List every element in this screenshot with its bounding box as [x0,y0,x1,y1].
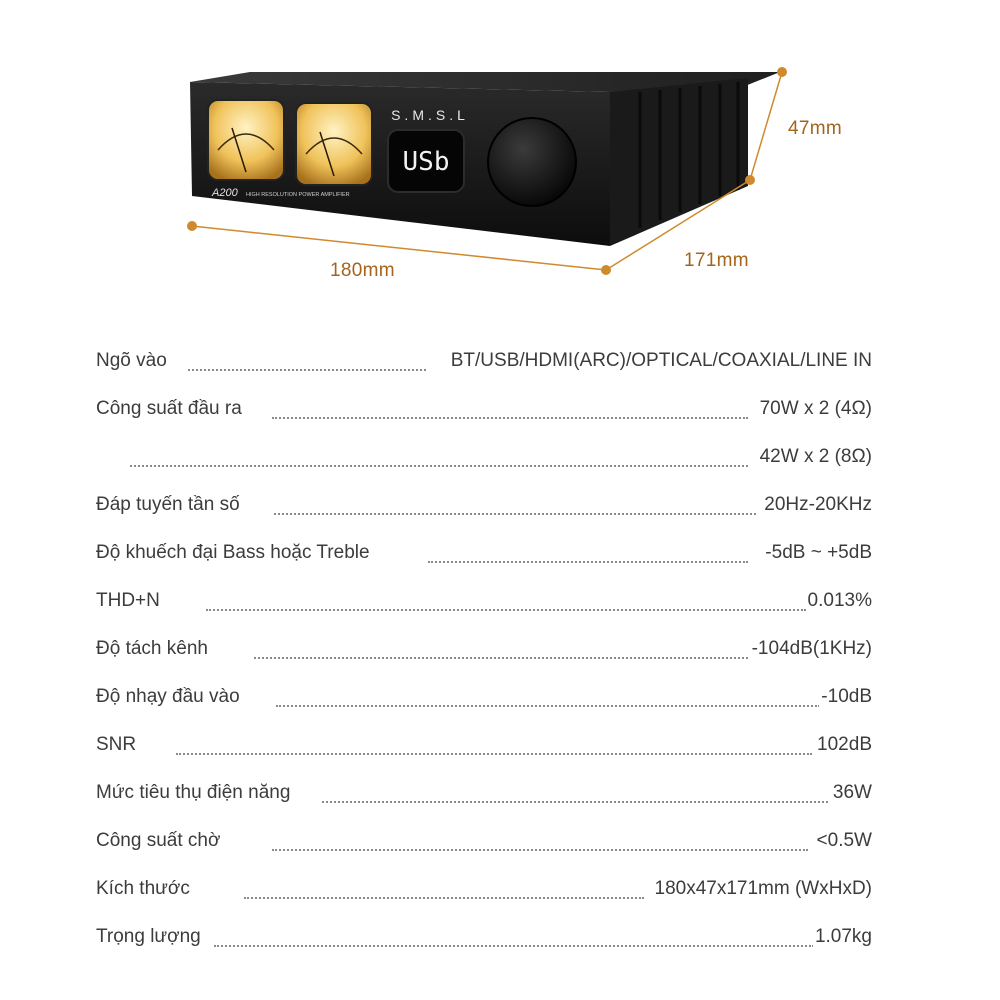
spec-label: Độ nhạy đầu vào [96,686,240,707]
spec-row [96,868,872,916]
spec-row [96,436,872,484]
dot-leader [244,897,644,899]
spec-label: Mức tiêu thụ điện năng [96,782,291,803]
vu-meter-left [208,100,284,180]
spec-value: 36W [832,782,872,803]
volume-knob [488,118,576,206]
spec-label: Kích thước [96,878,190,899]
spec-row [96,676,872,724]
model-label: A200 [212,187,238,199]
dot-leader [214,945,814,947]
dot-leader [206,609,806,611]
spec-label: SNR [96,734,137,755]
spec-value: <0.5W [816,830,872,851]
dot-leader [276,705,820,707]
spec-row [96,628,872,676]
dim-dot [187,221,197,231]
display-text: USb [402,147,450,177]
spec-value: 20Hz-20KHz [764,494,872,515]
dot-leader [254,657,748,659]
spec-value: 70W x 2 (4Ω) [759,398,872,419]
dot-leader [274,513,756,515]
spec-value: 1.07kg [814,926,872,947]
dim-dot [601,265,611,275]
spec-row [96,772,872,820]
spec-label: Công suất đầu ra [96,398,242,419]
dimension-depth-label: 171mm [684,250,749,271]
product-illustration [0,0,1000,300]
dot-leader [130,465,748,467]
spec-row [96,916,872,964]
dot-leader [272,849,808,851]
amplifier-image [0,0,1000,300]
spec-row [96,580,872,628]
dot-leader [322,801,828,803]
brand-logo: S.M.S.L [391,107,469,123]
spec-value: 0.013% [807,590,872,611]
spec-table [96,340,872,964]
spec-value: -104dB(1KHz) [751,638,872,659]
spec-row [96,820,872,868]
vu-meter-right [296,103,372,185]
spec-row [96,388,872,436]
spec-value: BT/USB/HDMI(ARC)/OPTICAL/COAXIAL/LINE IN [450,350,872,371]
dot-leader [188,369,426,371]
dim-dot [777,67,787,77]
dimension-width-label: 180mm [330,260,395,281]
spec-value: 102dB [817,734,872,755]
spec-row [96,484,872,532]
model-subtitle: HIGH RESOLUTION POWER AMPLIFIER [246,192,350,198]
spec-row [96,724,872,772]
spec-row [96,340,872,388]
spec-label: Độ tách kênh [96,638,208,659]
spec-label: Trọng lượng [96,926,201,947]
spec-value: -10dB [821,686,872,707]
spec-label: Đáp tuyến tần số [96,494,240,515]
spec-label: Công suất chờ [96,830,221,851]
spec-row [96,532,872,580]
spec-label: Độ khuếch đại Bass hoặc Treble [96,542,370,563]
dimension-height-label: 47mm [788,118,842,139]
dot-leader [272,417,748,419]
spec-value: -5dB ~ +5dB [765,542,872,563]
spec-value: 42W x 2 (8Ω) [759,446,872,467]
dot-leader [428,561,748,563]
spec-label: Ngõ vào [96,350,167,371]
spec-label: THD+N [96,590,160,611]
spec-value: 180x47x171mm (WxHxD) [654,878,872,899]
dot-leader [176,753,812,755]
dim-dot [745,175,755,185]
